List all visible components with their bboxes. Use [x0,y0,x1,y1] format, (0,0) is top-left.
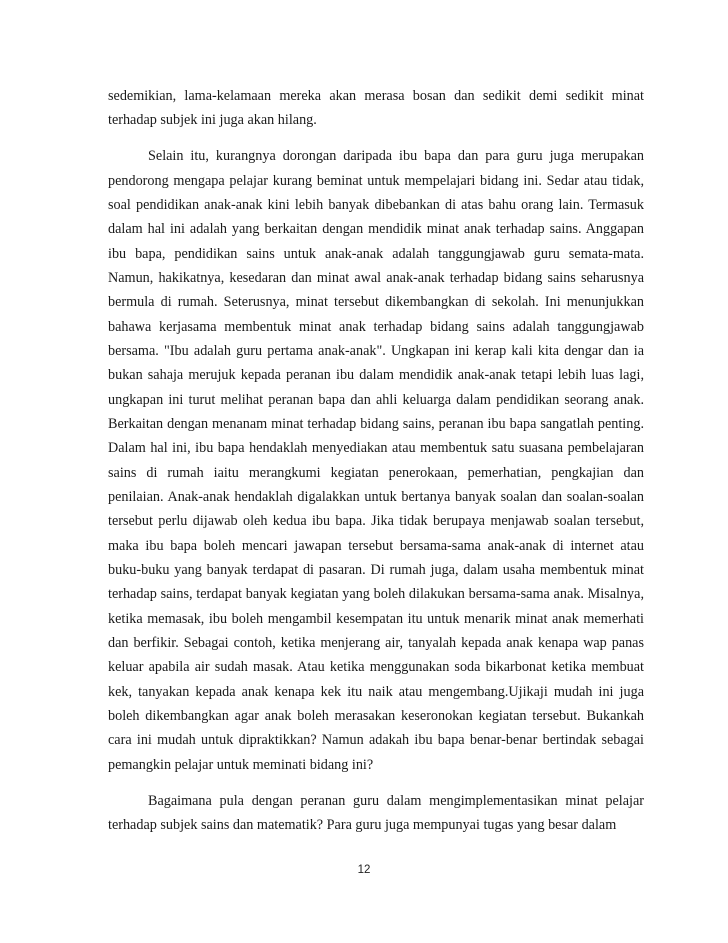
paragraph-parental-role: Selain itu, kurangnya dorongan daripada ibu bapa dan para guru juga merupakan pendorong mengapa pelajar kurang beminat untuk mempelajari bidang ini. Sedar atau tidak, soal pendidikan anak-anak kini lebih banyak dibebankan di atas bahu orang lain. Termasuk dalam hal ini adalah yang berkaitan dengan mendidik minat anak terhadap sains. Anggapan ibu bapa, pendidikan sains untuk anak-anak adalah tanggungjawab guru semata-mata. Namun, hakikatnya, kesedaran dan minat awal anak-anak terhadap bidang sains seharusnya bermula di rumah. Seterusnya, minat tersebut dikembangkan di sekolah. Ini menunjukkan bahawa kerjasama membentuk minat anak terhadap bidang sains adalah tanggungjawab bersama. "Ibu adalah guru pertama anak-anak". Ungkapan ini kerap kali kita dengar dan ia bukan sahaja merujuk kepada peranan ibu dalam mendidik anak-anak tetapi lebih luas lagi, ungkapan ini turut melihat peranan bapa dan ahli keluarga dalam pendidikan seorang anak. Berkaitan dengan menanam minat terhadap bidang sains, peranan ibu bapa sangatlah penting. Dalam hal ini, ibu bapa hendaklah menyediakan atau membentuk satu suasana pembelajaran sains di rumah iaitu merangkumi kegiatan penerokaan, pemerhatian, pengkajian dan penilaian. Anak-anak hendaklah digalakkan untuk bertanya banyak soalan dan soalan-soalan tersebut perlu dijawab oleh kedua ibu bapa. Jika tidak berupaya menjawab soalan tersebut, maka ibu bapa boleh mencari jawapan tersebut bersama-sama anak-anak di internet atau buku-buku yang banyak terdapat di pasaran. Di rumah juga, dalam usaha membentuk minat terhadap sains, terdapat banyak kegiatan yang boleh dilakukan bersama-sama anak. Misalnya, ketika memasak, ibu boleh mengambil kesempatan itu untuk menarik minat anak memerhati dan berfikir. Sebagai contoh, ketika menjerang air, tanyalah kepada anak kenapa wap panas keluar apabila air sudah masak. Atau ketika menggunakan soda bikarbonat ketika membuat kek, tanyakan kepada anak kenapa kek itu naik atau mengembang.Ujikaji mudah ini juga boleh dikembangkan agar anak boleh merasakan keseronokan kegiatan tersebut. Bukankah cara ini mudah untuk dipraktikkan? Namun adakah ibu bapa benar-benar bertindak sebagai pemangkin pelajar untuk meminati bidang ini? [108,148,644,773]
paragraph-teacher-role: Bagaimana pula dengan peranan guru dalam mengimplementasikan minat pelajar terhadap subjek sains dan matematik? Para guru juga mempunyai tugas yang besar dalam [108,792,644,833]
body-text [108,84,644,837]
paragraph-continuation: sedemikian, lama-kelamaan mereka akan merasa bosan dan sedikit demi sedikit minat terhadap subjek ini juga akan hilang. [108,88,644,129]
page-number: 12 [357,864,371,876]
